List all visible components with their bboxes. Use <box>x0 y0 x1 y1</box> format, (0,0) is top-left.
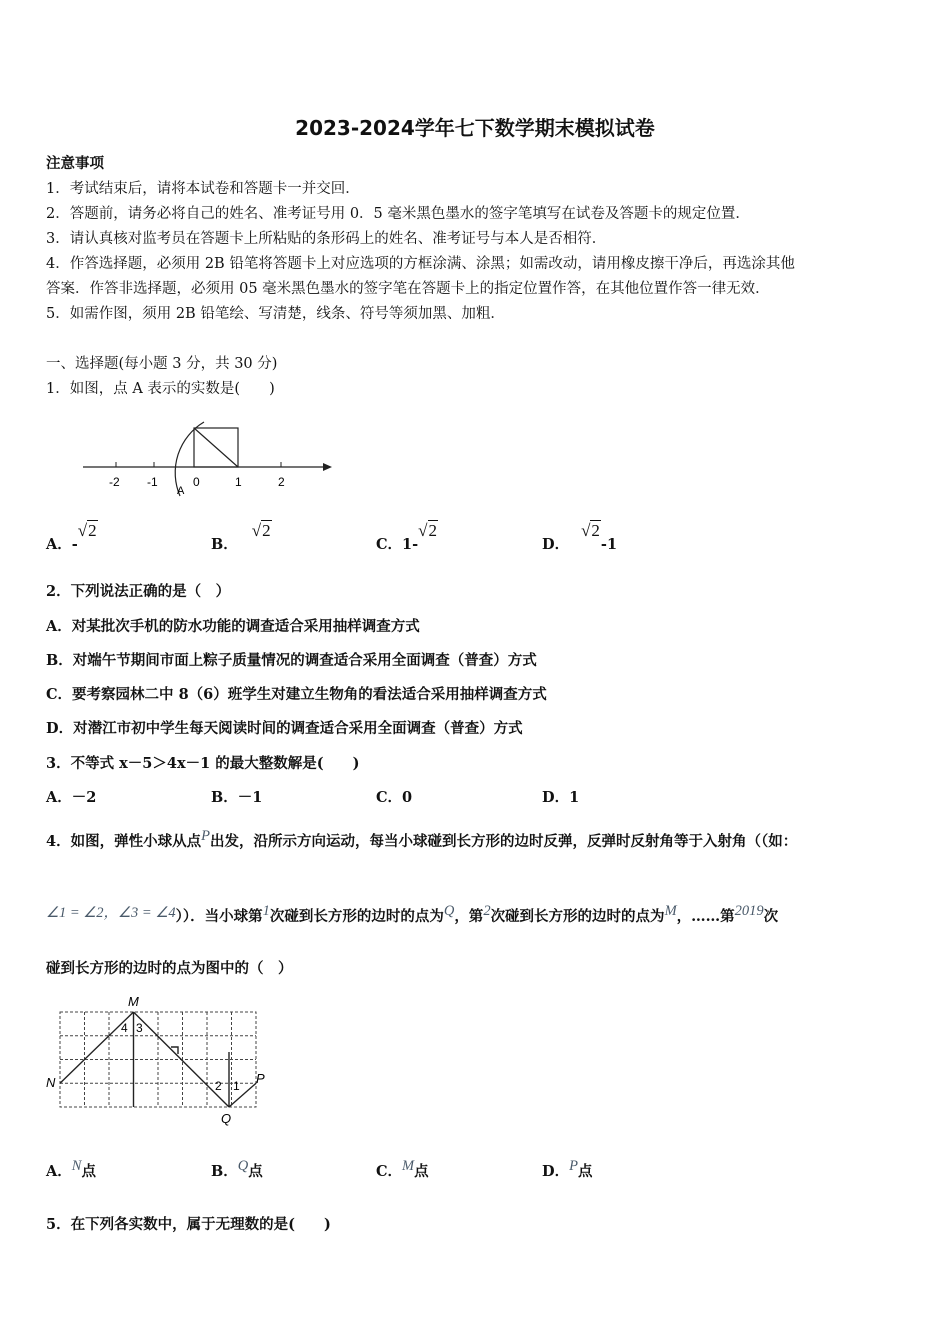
option-point: M <box>402 1158 415 1174</box>
q4-option-c[interactable] <box>376 1160 429 1181</box>
option-suffix: 点 <box>414 1163 429 1180</box>
q2-option-b[interactable]: B．对端午节期间市面上粽子质量情况的调查适合采用全面调查（普查）方式 <box>46 652 537 669</box>
q1-option-c[interactable] <box>376 520 438 553</box>
option-label: B． <box>211 536 238 553</box>
q3-option-c[interactable]: C．0 <box>376 789 413 806</box>
notice-item-4: 4．作答选择题，必须用 2B 铅笔将答题卡上对应选项的方框涂满、涂黑；如需改动，请用橡皮擦干净后，再选涂其他 <box>46 256 795 272</box>
option-point: N <box>71 1158 82 1174</box>
notice-item-1: 1．考试结束后，请将本试卷和答题卡一并交回． <box>46 181 360 197</box>
section-heading: 一、选择题(每小题 3 分，共 30 分) <box>46 356 278 372</box>
q4-text: ））．当小球第 <box>175 908 263 925</box>
q1-number-line-figure <box>78 418 338 498</box>
label-p: P <box>256 1071 265 1086</box>
q4-text: 次 <box>763 908 779 925</box>
q4-text: ，……第 <box>676 908 735 925</box>
q4-stem-line2 <box>46 905 778 926</box>
q4-billiard-figure <box>44 990 284 1130</box>
notice-item-2: 2．答题前，请务必将自己的姓名、准考证号用 0．5 毫米黑色墨水的签字笔填写在试卷及答题卡的规定位置． <box>46 206 750 222</box>
q3-option-a[interactable]: A．－2 <box>46 789 97 806</box>
q2-option-d[interactable]: D．对潜江市初中学生每天阅读时间的调查适合采用全面调查（普查）方式 <box>46 720 523 737</box>
q4-stem-line1 <box>46 830 797 851</box>
notice-item-5: 5．如需作图，须用 2B 铅笔绘、写清楚，线条、符号等须加黑、加粗． <box>46 306 505 322</box>
radicand: 2 <box>428 521 437 540</box>
dashed-grid <box>60 1012 256 1107</box>
q3-stem: 3．不等式 x－5＞4x－1 的最大整数解是( ) <box>46 755 360 772</box>
tick-label-1: 1 <box>235 475 242 489</box>
count-2: 2 <box>483 903 491 919</box>
option-suffix: 点 <box>81 1163 96 1180</box>
q2-stem: 2．下列说法正确的是（ ） <box>46 583 231 600</box>
square-diagonal <box>194 428 238 467</box>
radicand: 2 <box>591 521 600 540</box>
radicand: 2 <box>262 521 271 540</box>
q4-text: 次碰到长方形的边时的点为 <box>490 908 665 925</box>
q2-option-c[interactable]: C．要考察园林二中 8（6）班学生对建立生物角的看法适合采用抽样调查方式 <box>46 686 547 703</box>
radicand: 2 <box>88 521 97 540</box>
notice-item-3: 3．请认真核对监考员在答题卡上所粘贴的条形码上的姓名、准考证号与本人是否相符． <box>46 231 607 247</box>
q1-stem: 1．如图，点 A 表示的实数是( ) <box>46 381 275 397</box>
q4-option-d[interactable] <box>542 1160 592 1181</box>
point-m-inline: M <box>664 903 677 919</box>
option-prefix: 1- <box>402 536 419 553</box>
q4-option-a[interactable] <box>46 1160 96 1181</box>
tick-label-0: 0 <box>193 475 200 489</box>
q1-option-b[interactable] <box>211 520 272 553</box>
option-label: B． <box>211 1163 238 1180</box>
angle-2-label: 2 <box>215 1079 222 1093</box>
page-title: 2023-2024学年七下数学期末模拟试卷 <box>295 116 655 140</box>
option-suffix: 点 <box>248 1163 263 1180</box>
option-suffix: 点 <box>577 1163 593 1180</box>
q1-option-a[interactable] <box>46 520 98 553</box>
angle-1-label: 1 <box>233 1079 240 1093</box>
q4-text: 次碰到长方形的边时的点为 <box>269 908 444 925</box>
option-label: A． <box>46 1163 72 1180</box>
q5-stem: 5．在下列各实数中，属于无理数的是( ) <box>46 1216 331 1233</box>
q2-option-a[interactable]: A．对某批次手机的防水功能的调查适合采用抽样调查方式 <box>46 618 420 635</box>
sqrt-symbol: √2 <box>418 521 437 540</box>
option-prefix: - <box>71 536 78 553</box>
angle-equalities: ∠1 = ∠2，∠3 = ∠4 <box>46 905 176 921</box>
label-m: M <box>128 994 139 1009</box>
tick-label-2: 2 <box>278 475 285 489</box>
sqrt-symbol: √2 <box>251 521 271 540</box>
notice-heading: 注意事项 <box>46 155 104 172</box>
label-n: N <box>46 1075 56 1090</box>
q4-text: 4．如图，弹性小球从点 <box>46 833 202 850</box>
point-q-inline: Q <box>443 903 455 919</box>
q4-option-b[interactable] <box>211 1160 263 1181</box>
sqrt-symbol: √2 <box>581 521 600 540</box>
angle-4-label: 4 <box>121 1021 128 1035</box>
angle-3-label: 3 <box>136 1021 143 1035</box>
label-q: Q <box>221 1111 232 1126</box>
q3-option-d[interactable]: D．1 <box>542 789 580 806</box>
option-label: A． <box>46 536 72 553</box>
count-2019: 2019 <box>734 903 764 919</box>
number-line-arrow <box>323 463 332 471</box>
count-1: 1 <box>262 903 270 919</box>
q1-option-d[interactable] <box>542 520 618 553</box>
tick-label-minus2: -2 <box>109 475 120 489</box>
option-label: C． <box>376 1163 403 1180</box>
option-suffix: -1 <box>600 536 618 553</box>
q4-stem-line3: 碰到长方形的边时的点为图中的（ ） <box>46 960 293 977</box>
option-label: C． <box>376 536 403 553</box>
point-p-inline: P <box>201 828 210 844</box>
q3-option-b[interactable]: B．－1 <box>211 789 263 806</box>
q4-text: 出发，沿所示方向运动，每当小球碰到长方形的边时反弹，反弹时反射角等于入射角（（如： <box>209 833 798 850</box>
tick-label-minus1: -1 <box>147 475 158 489</box>
option-label: D． <box>542 1163 570 1180</box>
notice-item-4-cont: 答案．作答非选择题，必须用 05 毫米黑色墨水的签字笔在答题卡上的指定位置作答，在其他位置作答一律无效． <box>46 281 770 297</box>
option-label: D． <box>542 536 570 553</box>
q4-text: ，第 <box>454 908 484 925</box>
sqrt-symbol: √2 <box>77 521 97 540</box>
option-point: P <box>569 1158 578 1174</box>
option-point: Q <box>237 1158 249 1174</box>
point-a-label: A <box>177 485 185 497</box>
